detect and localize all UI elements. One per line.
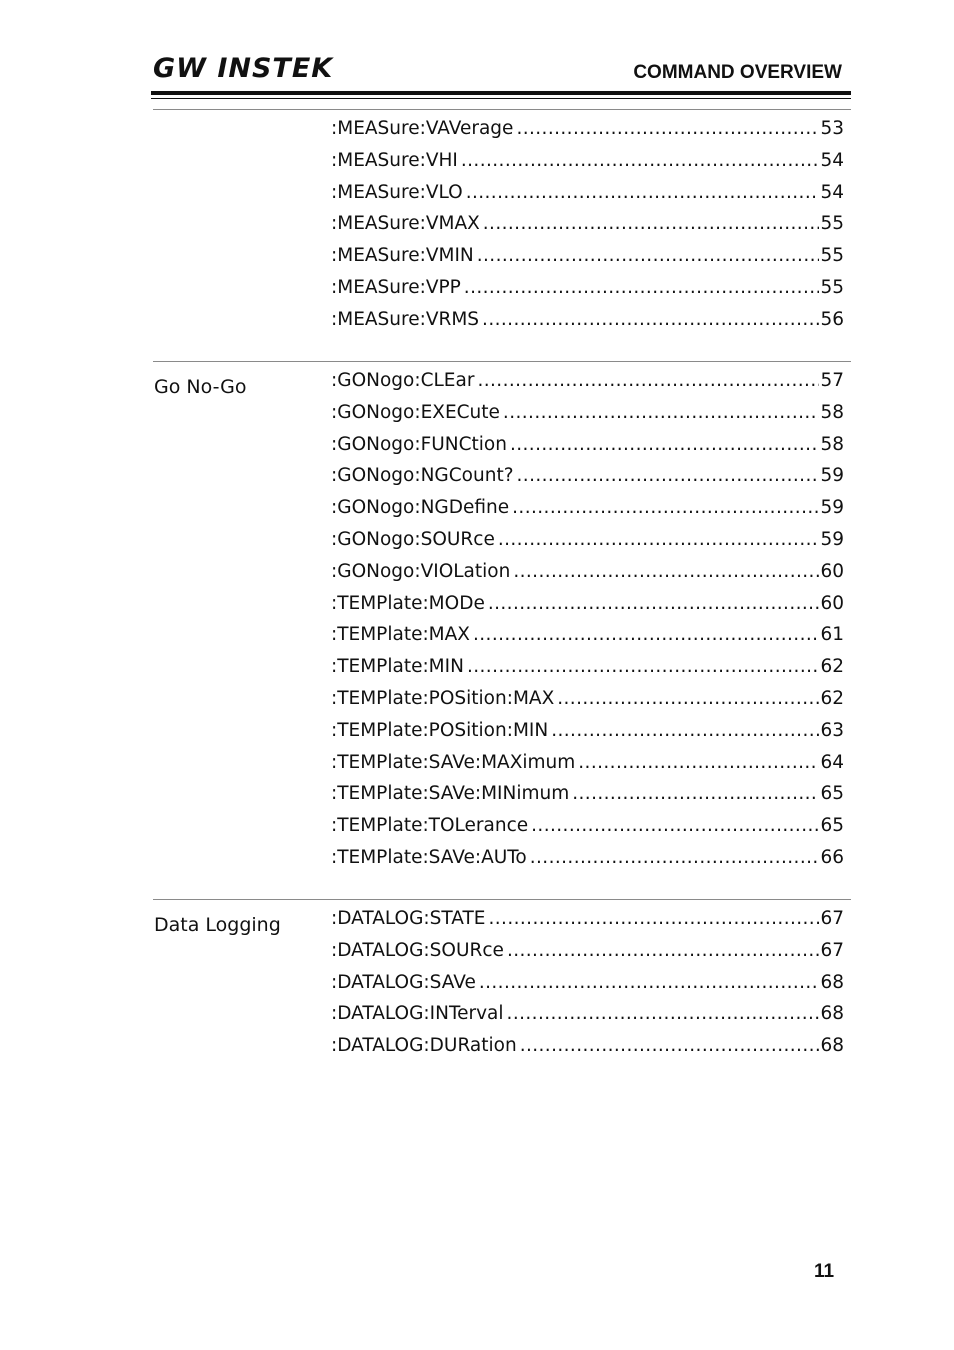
command-name: :GONogo:FUNCtion xyxy=(331,433,507,455)
dot-leader xyxy=(530,847,820,869)
dot-leader xyxy=(489,908,820,930)
command-name: :GONogo:NGDefine xyxy=(331,497,510,519)
command-name: :GONogo:EXECute xyxy=(331,401,500,423)
toc-entry[interactable] xyxy=(331,402,844,434)
toc-entry[interactable] xyxy=(331,465,844,497)
dot-leader xyxy=(520,1035,820,1057)
dot-leader xyxy=(477,245,820,267)
dot-leader xyxy=(531,815,819,837)
header-rule-thin xyxy=(151,98,851,99)
page-ref: 62 xyxy=(820,656,844,678)
command-name: :TEMPlate:POSition:MIN xyxy=(331,719,549,741)
page-number: 11 xyxy=(814,1261,835,1282)
command-name: :TEMPlate:SAVe:MINimum xyxy=(331,783,570,805)
dot-leader xyxy=(516,118,819,140)
command-name: :TEMPlate:SAVe:AUTo xyxy=(331,846,527,868)
toc-entry[interactable] xyxy=(331,940,844,972)
command-name: :TEMPlate:TOLerance xyxy=(331,815,529,837)
dot-leader xyxy=(483,213,820,235)
dot-leader xyxy=(510,434,819,456)
command-name: :TEMPlate:SAVe:MAXimum xyxy=(331,751,576,773)
command-name: :GONogo:SOURce xyxy=(331,528,495,550)
toc-entry[interactable] xyxy=(331,182,844,214)
toc-entry[interactable] xyxy=(331,434,844,466)
toc-entry[interactable] xyxy=(331,720,844,752)
command-name: :TEMPlate:POSition:MAX xyxy=(331,687,555,709)
dot-leader xyxy=(557,688,819,710)
dot-leader xyxy=(466,182,820,204)
command-name: :TEMPlate:MODe xyxy=(331,592,485,614)
dot-leader xyxy=(461,150,820,172)
page-ref: 58 xyxy=(820,433,844,455)
command-name: :MEASure:VLO xyxy=(331,181,463,203)
page-ref: 68 xyxy=(820,971,844,993)
toc-entry-list xyxy=(331,118,844,341)
command-name: :TEMPlate:MIN xyxy=(331,656,464,678)
dot-leader xyxy=(507,1003,820,1025)
page-ref: 59 xyxy=(820,528,844,550)
command-name: :MEASure:VMAX xyxy=(331,213,480,235)
page-ref: 66 xyxy=(820,846,844,868)
page-ref: 59 xyxy=(820,497,844,519)
toc-entry[interactable] xyxy=(331,847,844,879)
dot-leader xyxy=(512,497,819,519)
toc-entry[interactable] xyxy=(331,593,844,625)
toc-entry[interactable] xyxy=(331,245,844,277)
page-ref: 60 xyxy=(820,560,844,582)
dot-leader xyxy=(517,465,820,487)
section-label: Data Logging xyxy=(154,914,281,936)
page-header-title: COMMAND OVERVIEW xyxy=(633,62,842,83)
toc-entry[interactable] xyxy=(331,1035,844,1067)
command-name: :MEASure:VMIN xyxy=(331,245,474,267)
toc-entry[interactable] xyxy=(331,908,844,940)
page-ref: 56 xyxy=(820,308,844,330)
page-ref: 55 xyxy=(820,276,844,298)
gw-instek-logo: GW INSTEK xyxy=(153,53,334,84)
page-ref: 67 xyxy=(820,908,844,929)
page-ref: 57 xyxy=(820,370,844,391)
command-name: :DATALOG:DURation xyxy=(331,1035,517,1057)
toc-section-measure xyxy=(153,109,851,350)
toc-entry[interactable] xyxy=(331,783,844,815)
page-ref: 62 xyxy=(820,687,844,709)
command-name: :MEASure:VHI xyxy=(331,149,458,171)
dot-leader xyxy=(503,402,820,424)
toc-entry[interactable] xyxy=(331,370,844,402)
page-ref: 60 xyxy=(820,592,844,614)
dot-leader xyxy=(513,561,819,583)
dot-leader xyxy=(551,720,819,742)
toc-entry[interactable] xyxy=(331,561,844,593)
page-ref: 53 xyxy=(820,118,844,139)
dot-leader xyxy=(572,783,819,805)
page-ref: 54 xyxy=(820,149,844,171)
command-name: :GONogo:NGCount? xyxy=(331,465,514,487)
toc-entry[interactable] xyxy=(331,118,844,150)
dot-leader xyxy=(464,277,820,299)
toc-entry[interactable] xyxy=(331,309,844,341)
dot-leader xyxy=(467,656,820,678)
toc-entry[interactable] xyxy=(331,752,844,784)
page-ref: 65 xyxy=(820,815,844,837)
dot-leader xyxy=(578,752,819,774)
command-name: :TEMPlate:MAX xyxy=(331,624,470,646)
page-ref: 68 xyxy=(820,1003,844,1025)
page-ref: 68 xyxy=(820,1035,844,1057)
page-ref: 65 xyxy=(820,783,844,805)
toc-entry-list xyxy=(331,908,844,1067)
page-ref: 55 xyxy=(820,245,844,267)
page-ref: 55 xyxy=(820,213,844,235)
header-rule-thick xyxy=(151,91,851,95)
dot-leader xyxy=(488,593,820,615)
command-name: :DATALOG:INTerval xyxy=(331,1003,504,1025)
command-name: :MEASure:VPP xyxy=(331,276,461,298)
command-name: :MEASure:VAVerage xyxy=(331,118,514,139)
toc-entry[interactable] xyxy=(331,1003,844,1035)
page-ref: 61 xyxy=(820,624,844,646)
toc-entry[interactable] xyxy=(331,213,844,245)
section-label: Go No-Go xyxy=(154,376,247,398)
page-ref: 59 xyxy=(820,465,844,487)
dot-leader xyxy=(498,529,820,551)
toc-entry[interactable] xyxy=(331,688,844,720)
toc-entry[interactable] xyxy=(331,815,844,847)
command-name: :MEASure:VRMS xyxy=(331,308,480,330)
command-name: :DATALOG:SAVe xyxy=(331,971,476,993)
toc-entry[interactable] xyxy=(331,972,844,1004)
toc-entry[interactable] xyxy=(331,624,844,656)
command-name: :GONogo:CLEar xyxy=(331,370,475,391)
toc-entry[interactable] xyxy=(331,150,844,182)
dot-leader xyxy=(473,624,819,646)
page-ref: 64 xyxy=(820,751,844,773)
dot-leader xyxy=(479,972,820,994)
page-ref: 58 xyxy=(820,401,844,423)
page-ref: 54 xyxy=(820,181,844,203)
dot-leader xyxy=(507,940,820,962)
page-ref: 63 xyxy=(820,719,844,741)
toc-entry[interactable] xyxy=(331,656,844,688)
toc-entry[interactable] xyxy=(331,529,844,561)
toc-section-go-no-go xyxy=(153,361,851,888)
toc-entry[interactable] xyxy=(331,497,844,529)
toc-entry[interactable] xyxy=(331,277,844,309)
toc-section-data-logging xyxy=(153,899,851,1080)
command-name: :DATALOG:STATE xyxy=(331,908,486,929)
command-name: :DATALOG:SOURce xyxy=(331,939,504,961)
dot-leader xyxy=(477,370,819,392)
page-ref: 67 xyxy=(820,939,844,961)
toc-entry-list xyxy=(331,370,844,879)
dot-leader xyxy=(482,309,819,331)
command-name: :GONogo:VIOLation xyxy=(331,560,511,582)
